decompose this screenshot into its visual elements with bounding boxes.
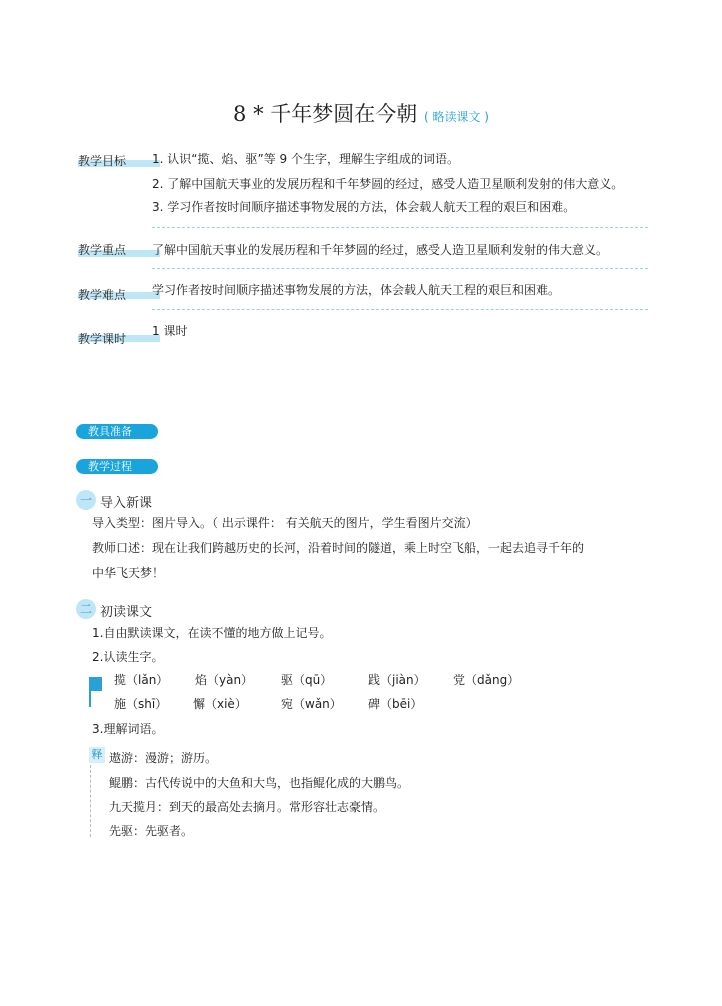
divider <box>152 227 648 228</box>
divider <box>152 268 648 269</box>
flag-icon <box>89 677 102 691</box>
hours-text: 1 课时 <box>152 324 188 338</box>
goal-item-2: 2. 了解中国航天事业的发展历程和千年梦圆的经过，感受人造卫星顺利发射的伟大意义。 <box>152 177 624 191</box>
teacher-narration-line: 教师口述：现在让我们跨越历史的长河，沿着时间的隧道，乘上时空飞船，一起去追寻千年的 <box>92 541 585 555</box>
char-item: 党（dǎng） <box>453 673 520 687</box>
word-definition: 遨游：漫游；游历。 <box>109 751 218 765</box>
section-title: 导入新课 <box>100 496 153 511</box>
explain-icon: 释 <box>89 747 105 763</box>
lesson-subtitle: ( 略读课文 ) <box>423 110 489 124</box>
word-definition: 九天揽月：到天的最高处去摘月。常形容壮志豪情。 <box>109 800 386 814</box>
divider <box>152 309 648 310</box>
lesson-title: 8 * 千年梦圆在今朝 <box>233 102 418 126</box>
char-item: 驱（qū） <box>281 673 333 687</box>
intro-type-line: 导入类型：图片导入。（ 出示课件： 有关航天的图片，学生看图片交流） <box>92 516 478 530</box>
teacher-narration-line: 中华飞天梦！ <box>92 566 165 580</box>
difficulty-text: 学习作者按时间顺序描述事物发展的方法，体会载人航天工程的艰巨和困难。 <box>152 283 561 297</box>
word-definition: 先驱：先驱者。 <box>109 824 194 838</box>
char-item: 焰（yàn） <box>195 673 254 687</box>
key-point-label: 教学重点 <box>78 243 127 257</box>
char-item: 碑（bēi） <box>368 697 423 711</box>
char-item: 揽（lǎn） <box>114 673 169 687</box>
step-line: 3.理解词语。 <box>92 722 164 736</box>
difficulty-label: 教学难点 <box>78 288 127 302</box>
char-item: 践（jiàn） <box>368 673 426 687</box>
word-definition: 鲲鹏：古代传说中的大鱼和大鸟，也指鲲化成的大鹏鸟。 <box>109 776 410 790</box>
char-item: 宛（wǎn） <box>281 697 342 711</box>
char-item: 施（shī） <box>114 697 168 711</box>
page-title <box>0 98 722 128</box>
goal-item-3: 3. 学习作者按时间顺序描述事物发展的方法，体会载人航天工程的艰巨和困难。 <box>152 200 576 214</box>
char-item: 懈（xiè） <box>193 697 247 711</box>
flag-stem <box>89 691 91 707</box>
dashed-guide <box>90 765 91 837</box>
process-badge: 教学过程 <box>76 459 158 474</box>
step-line: 2.认读生字。 <box>92 650 164 664</box>
step-line: 1.自由默读课文，在读不懂的地方做上记号。 <box>92 626 332 640</box>
section-number-badge: 一 <box>76 490 96 510</box>
prep-badge: 教具准备 <box>76 424 158 439</box>
section-number-badge: 二 <box>76 599 96 619</box>
goal-item-1: 1. 认识“揽、焰、驱”等 9 个生字，理解生字组成的词语。 <box>152 152 459 166</box>
goals-label: 教学目标 <box>78 154 127 168</box>
key-point-text: 了解中国航天事业的发展历程和千年梦圆的经过，感受人造卫星顺利发射的伟大意义。 <box>152 243 609 257</box>
hours-label: 教学课时 <box>78 332 127 346</box>
section-title: 初读课文 <box>100 605 153 620</box>
